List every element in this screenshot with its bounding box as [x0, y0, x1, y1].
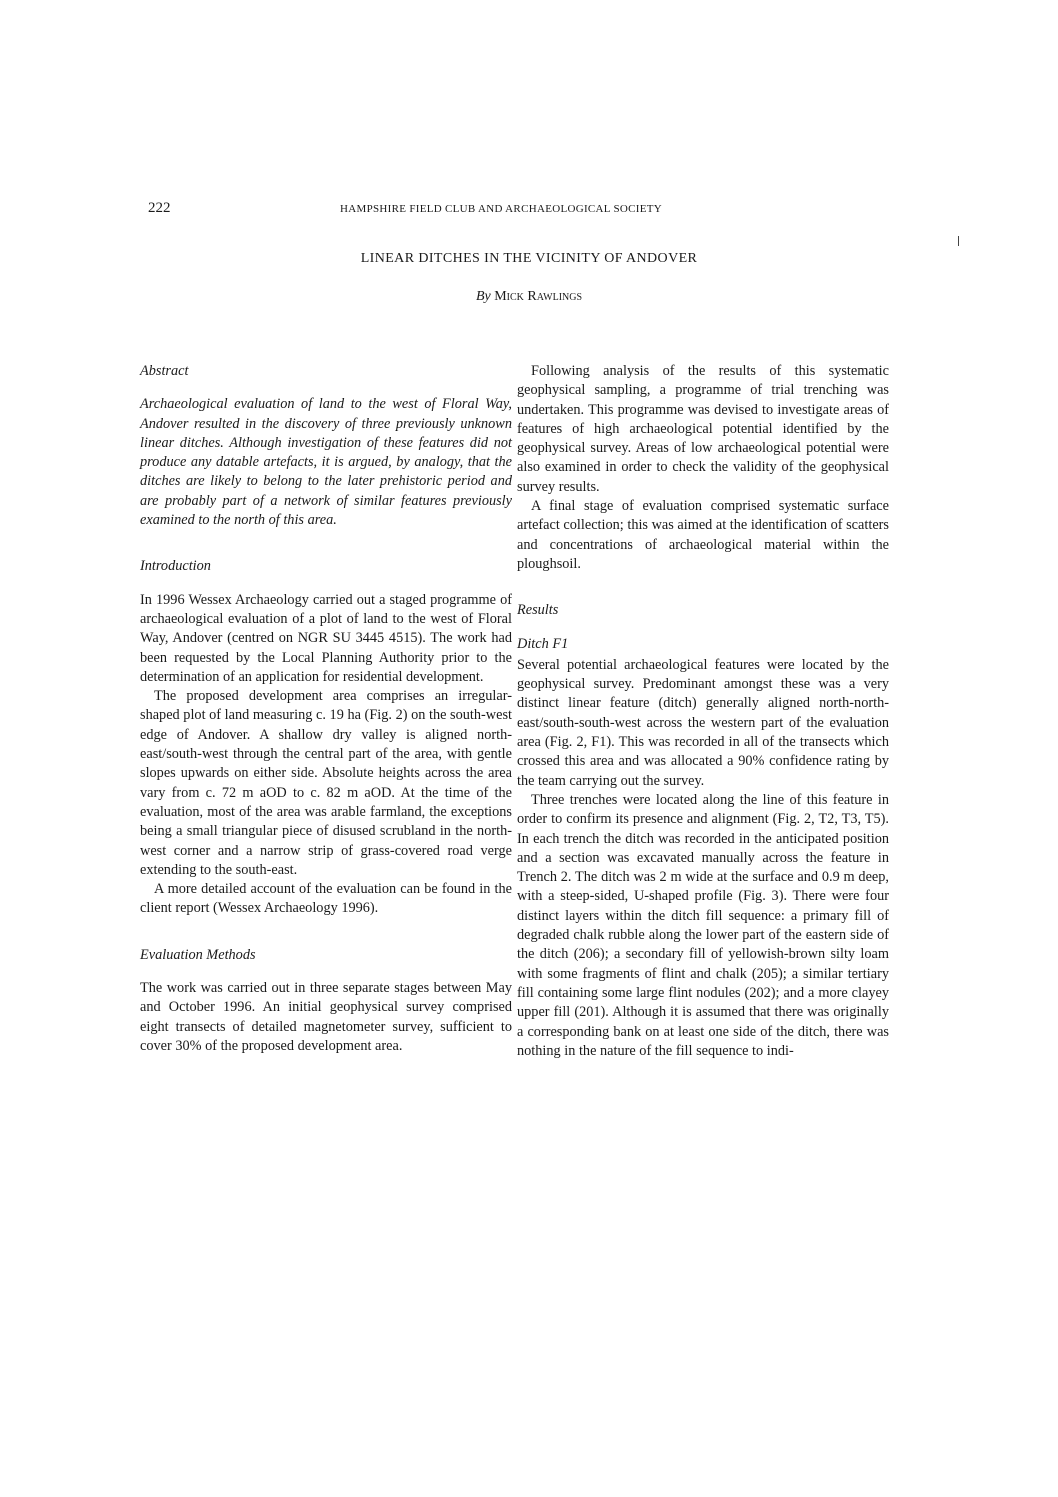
methods-heading: Evaluation Methods	[140, 946, 256, 963]
methods-paragraph: A final stage of evaluation comprised systematic surface artefact collection; this was aimed at the identification of scatters and concentrations of archaeological material within the ploughsoil.	[517, 498, 889, 572]
running-head: HAMPSHIRE FIELD CLUB AND ARCHAEOLOGICAL SOCIETY	[340, 203, 663, 215]
results-paragraph: Several potential archaeological features were located by the geophysical survey. Predominant amongst these was a very distinct linear feature (ditch) generally aligned north-north-east/south-south-west across the western part of the evaluation area (Fig. 2, F1). This was recorded in all of the transects which crossed this area and was allocated a 90% confidence rating by the team carrying out the survey.	[517, 656, 889, 789]
margin-mark	[958, 236, 959, 246]
byline	[0, 289, 1058, 305]
byline-prefix: By	[475, 289, 491, 304]
abstract-heading: Abstract	[140, 363, 189, 379]
left-column	[140, 362, 512, 1056]
article-title: LINEAR DITCHES IN THE VICINITY OF ANDOVER	[360, 251, 698, 266]
right-column	[517, 362, 889, 1061]
intro-paragraph: In 1996 Wessex Archaeology carried out a staged programme of archaeological evaluation of a plot of land to the west of Floral Way, Andover (centred on NGR SU 3445 4515). The work had been requested by the Local Planning Authority prior to the determination of an application for residential development.	[140, 591, 512, 685]
author-name: Mick Rawlings	[494, 289, 583, 304]
page-number: 222	[148, 200, 171, 216]
intro-paragraph: A more detailed account of the evaluation can be found in the client report (Wessex Archaeology 1996).	[140, 881, 512, 917]
introduction-heading: Introduction	[140, 558, 211, 575]
intro-paragraph: The proposed development area comprises an irregular-shaped plot of land measuring c. 19 ha (Fig. 2) on the south-west edge of Andover. A shallow dry valley is aligned north-east/south-west through the central part of the area, with gentle slopes upwards on either side. Absolute heights across the area vary from c. 72 m aOD to c. 82 m aOD. At the time of the evaluation, most of the area was arable farmland, the exceptions being a small triangular piece of disused scrubland in the north-west corner and a narrow strip of grass-covered road verge extending to the south-east.	[140, 688, 512, 878]
ditch-heading: Ditch F1	[517, 635, 569, 652]
results-heading: Results	[517, 602, 559, 619]
methods-paragraph: The work was carried out in three separate stages between May and October 1996. An initial geophysical survey comprised eight transects of detailed magnetometer survey, sufficient to cover 30% of the proposed development area.	[140, 980, 512, 1054]
abstract-text: Archaeological evaluation of land to the west of Floral Way, Andover resulted in the discovery of three previously unknown linear ditches. Although investigation of these features did not produce any datable artefacts, it is argued, by analogy, that the ditches are likely to belong to the later prehistoric period and are probably part of a network of similar features previously examined to the north of this area.	[140, 396, 512, 529]
results-paragraph: Three trenches were located along the line of this feature in order to confirm its presence and alignment (Fig. 2, T2, T3, T5). In each trench the ditch was recorded in the anticipated position and a section was excavated manually across the feature in Trench 2. The ditch was 2 m wide at the surface and 0.9 m deep, with a steep-sided, U-shaped profile (Fig. 3). There were four distinct layers within the ditch fill sequence: a primary fill of degraded chalk rubble along the lower part of the eastern side of the ditch (206); a secondary fill of yellowish-brown silty loam with some fragments of flint and chalk (205); a similar tertiary fill containing some large flint nodules (202); and a more clayey upper fill (201). Although it is assumed that there was originally a corresponding bank on at least one side of the ditch, there was nothing in the nature of the fill sequence to indi-	[517, 791, 889, 1059]
methods-paragraph: Following analysis of the results of this systematic geophysical sampling, a programme of trial trenching was undertaken. This programme was devised to investigate areas of features of high archaeological potential identified by the geophysical survey. Areas of low archaeological potential were also examined in order to check the validity of the geophysical survey results.	[517, 363, 889, 495]
